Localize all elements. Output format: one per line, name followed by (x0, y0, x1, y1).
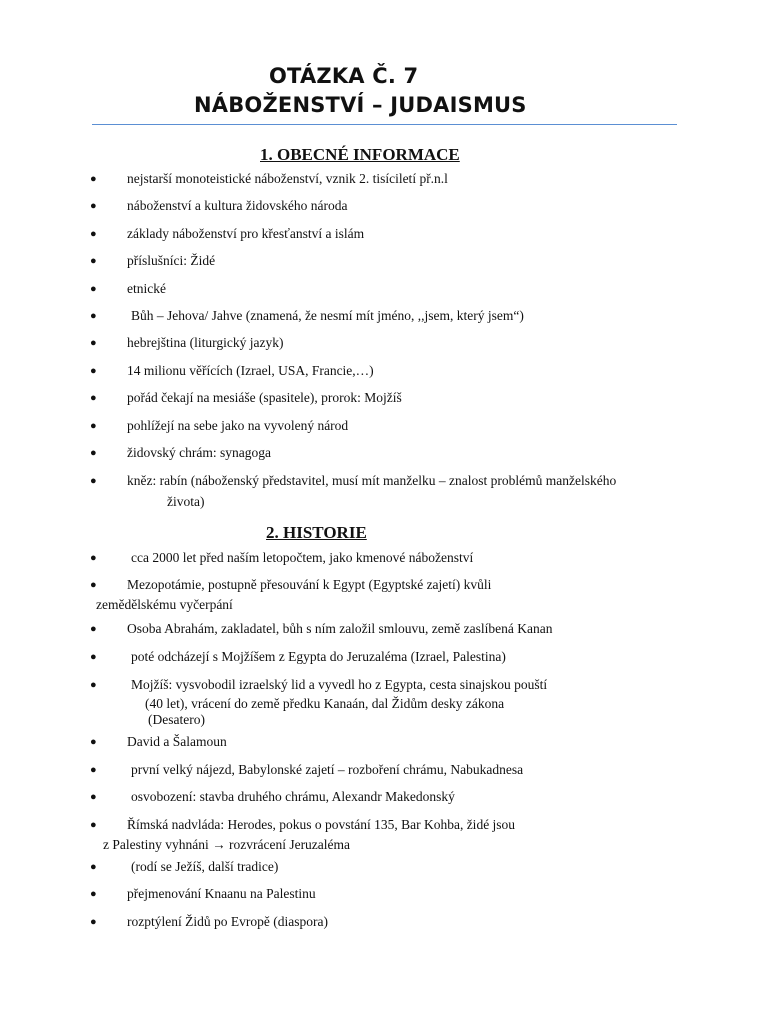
bullet-icon: ● (90, 392, 97, 404)
bullet-icon: ● (90, 579, 97, 591)
bullet-icon: ● (90, 447, 97, 459)
list-item-text: pořád čekají na mesiáše (spasitele), prorok: Mojžíš (127, 390, 402, 405)
list-item-continuation: (Desatero) (148, 712, 205, 727)
list-item-text: pohlížejí na sebe jako na vyvolený národ (127, 418, 349, 433)
list-item-text: poté odcházejí s Mojžíšem z Egypta do Jeruzaléma (Izrael, Palestina) (131, 649, 506, 664)
list-item-text: kněz: rabín (náboženský představitel, musí mít manželku – znalost problémů manželského (127, 473, 617, 488)
bullet-icon: ● (90, 475, 97, 487)
bullet-icon: ● (90, 310, 97, 322)
bullet-icon: ● (90, 651, 97, 663)
bullet-icon: ● (90, 420, 97, 432)
bullet-icon: ● (90, 255, 97, 267)
section-heading-general: 1. OBECNÉ INFORMACE (260, 145, 460, 164)
bullet-icon: ● (90, 916, 97, 928)
bullet-icon: ● (90, 791, 97, 803)
list-item-text: hebrejština (liturgický jazyk) (127, 335, 284, 350)
list-item-text: rozptýlení Židů po Evropě (diaspora) (127, 914, 328, 929)
list-item-text: náboženství a kultura židovského národa (127, 198, 348, 213)
bullet-icon: ● (90, 819, 97, 831)
list-item-text: přejmenování Knaanu na Palestinu (127, 886, 316, 901)
list-item-continuation: (40 let), vrácení do země předku Kanaán, dal Židům desky zákona (145, 696, 505, 711)
bullet-icon: ● (90, 283, 97, 295)
list-item-text: Mezopotámie, postupně přesouvání k Egypt (Egyptské zajetí) kvůli (127, 577, 492, 592)
section-heading-history: 2. HISTORIE (266, 523, 367, 542)
list-item-text: Římská nadvláda: Herodes, pokus o povstání 135, Bar Kohba, židé jsou (127, 817, 516, 832)
bullet-icon: ● (90, 736, 97, 748)
bullet-icon: ● (90, 200, 97, 212)
bullet-icon: ● (90, 888, 97, 900)
list-item-continuation: zemědělskému vyčerpání (96, 597, 233, 612)
bullet-icon: ● (90, 861, 97, 873)
bullet-icon: ● (90, 228, 97, 240)
bullet-icon: ● (90, 679, 97, 691)
list-item-text: nejstarší monoteistické náboženství, vznik 2. tisíciletí př.n.l (127, 171, 448, 186)
bullet-icon: ● (90, 623, 97, 635)
list-item-text: cca 2000 let před naším letopočtem, jako kmenové náboženství (131, 550, 474, 565)
list-item-text: příslušníci: Židé (127, 253, 216, 268)
document-title-line-2: NÁBOŽENSTVÍ – JUDAISMUS (194, 93, 527, 117)
title-divider (92, 124, 677, 125)
list-item-text: Osoba Abrahám, zakladatel, bůh s ním založil smlouvu, země zaslíbená Kanan (127, 621, 553, 636)
document-title-line-1: OTÁZKA Č. 7 (269, 64, 419, 88)
bullet-icon: ● (90, 552, 97, 564)
list-item-text: Mojžíš: vysvobodil izraelský lid a vyvedl ho z Egypta, cesta sinajskou pouští (131, 677, 548, 692)
list-item-continuation: z Palestiny vyhnáni → rozvrácení Jeruzaléma (103, 837, 351, 852)
bullet-icon: ● (90, 764, 97, 776)
list-item-text: David a Šalamoun (127, 734, 227, 749)
list-item-text: etnické (127, 281, 166, 296)
list-item-text: židovský chrám: synagoga (127, 445, 271, 460)
list-item-text: (rodí se Ježíš, další tradice) (131, 859, 279, 874)
bullet-icon: ● (90, 337, 97, 349)
list-item-text: základy náboženství pro křesťanství a islám (127, 226, 365, 241)
list-item-text: osvobození: stavba druhého chrámu, Alexandr Makedonský (131, 789, 455, 804)
bullet-icon: ● (90, 365, 97, 377)
list-item-text: první velký nájezd, Babylonské zajetí – rozboření chrámu, Nabukadnesa (131, 762, 524, 777)
bullet-icon: ● (90, 173, 97, 185)
list-item-text: 14 milionu věřících (Izrael, USA, Francie,…) (127, 363, 374, 378)
list-item-continuation: života) (167, 494, 205, 509)
list-item-text: Bůh – Jehova/ Jahve (znamená, že nesmí mít jméno, ,,jsem, který jsem“) (131, 308, 524, 323)
